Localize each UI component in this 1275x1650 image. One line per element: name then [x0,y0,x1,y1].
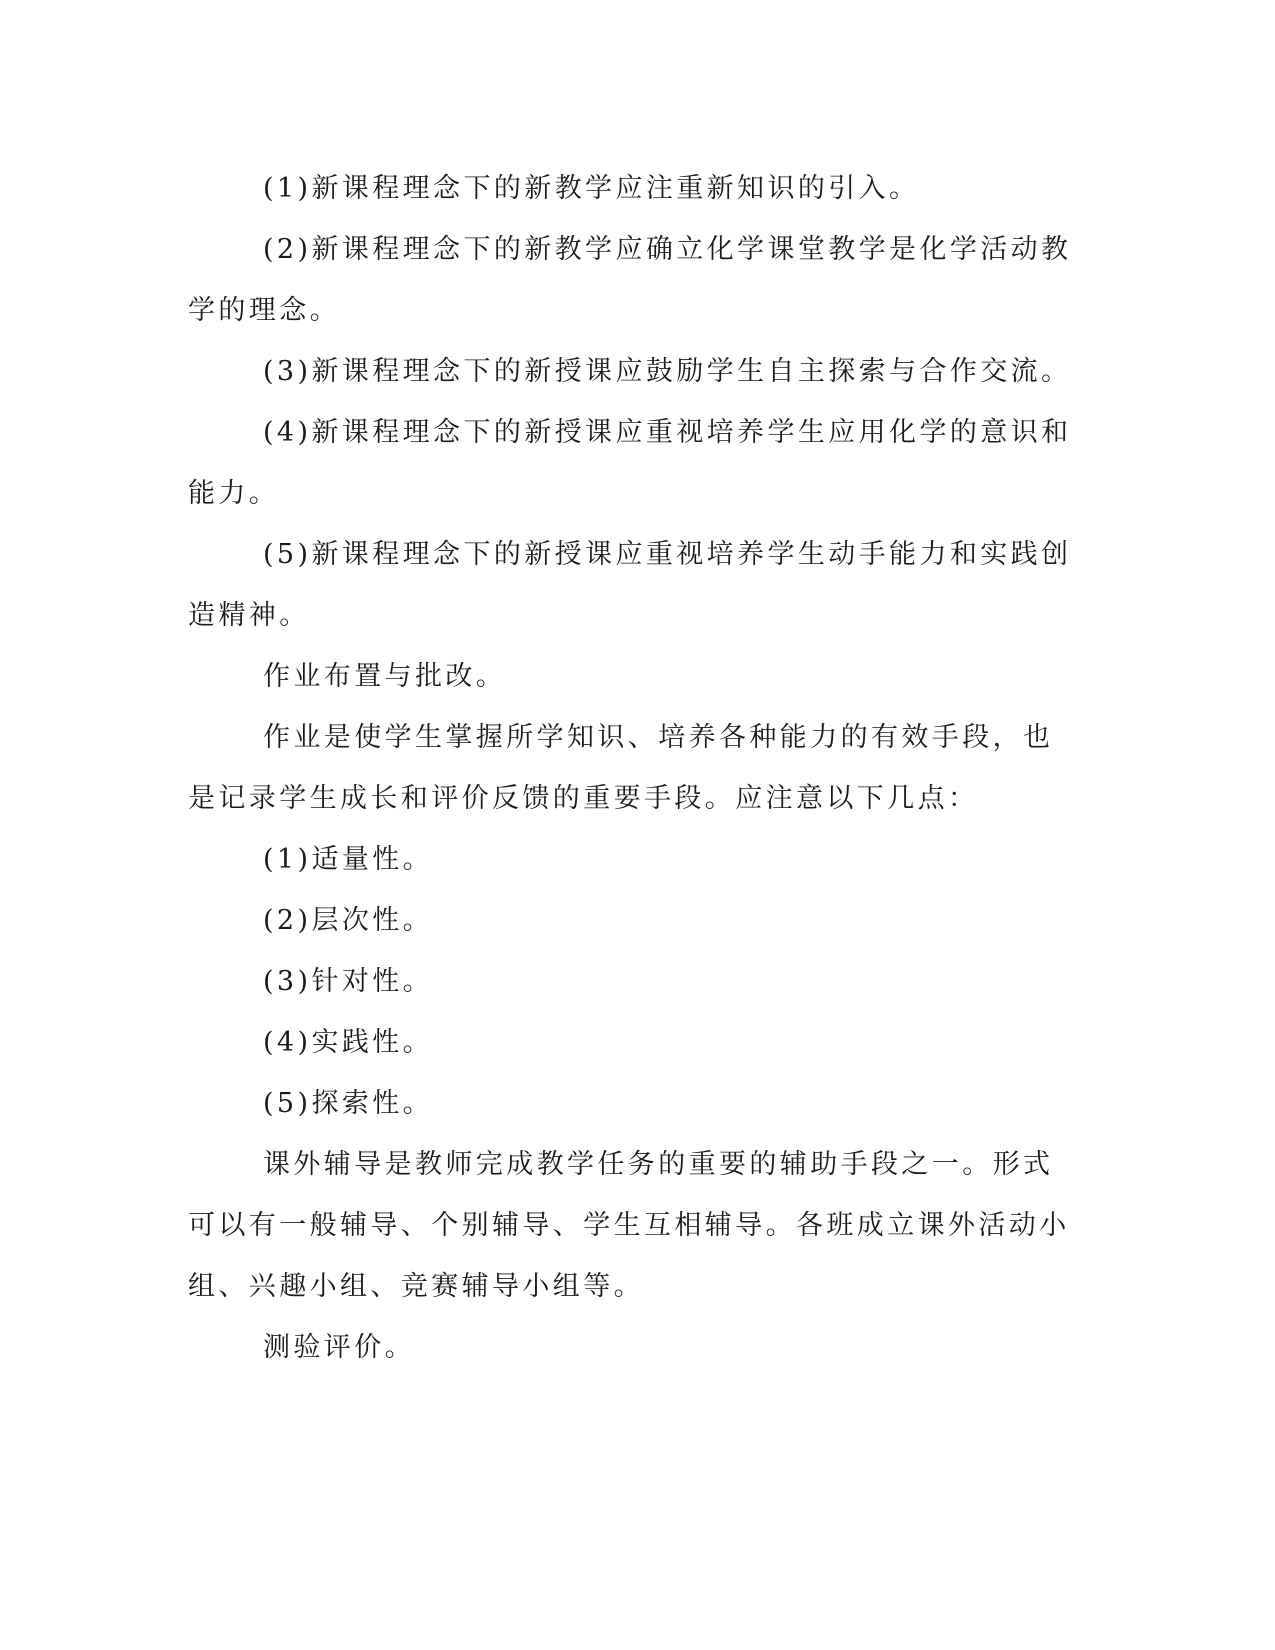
list-item: (3)针对性。 [263,966,434,997]
paragraph: 课外辅导是教师完成教学任务的重要的辅助手段之一。形式可以有一般辅导、个别辅导、学生互相辅导。各班成立课外活动小组、兴趣小组、竞赛辅导小组等。 [188,1149,1070,1302]
paragraph: (1)新课程理念下的新教学应注重新知识的引入。 [263,173,920,204]
list-item: (2)层次性。 [263,905,434,936]
section-heading: 作业布置与批改。 [263,661,507,692]
section-heading: 测验评价。 [263,1332,415,1363]
list-item: (1)适量性。 [263,844,434,875]
list-item: (4)实践性。 [263,1027,434,1058]
document-body [188,158,1078,1378]
paragraph: 作业是使学生掌握所学知识、培养各种能力的有效手段，也是记录学生成长和评价反馈的重要手段。应注意以下几点： [188,722,1054,814]
list-item: (5)探索性。 [263,1088,434,1119]
paragraph: (4)新课程理念下的新授课应重视培养学生应用化学的意识和能力。 [188,417,1072,509]
paragraph: (5)新课程理念下的新授课应重视培养学生动手能力和实践创造精神。 [188,539,1072,631]
paragraph: (3)新课程理念下的新授课应鼓励学生自主探索与合作交流。 [263,356,1072,387]
paragraph: (2)新课程理念下的新教学应确立化学课堂教学是化学活动教学的理念。 [188,234,1072,326]
